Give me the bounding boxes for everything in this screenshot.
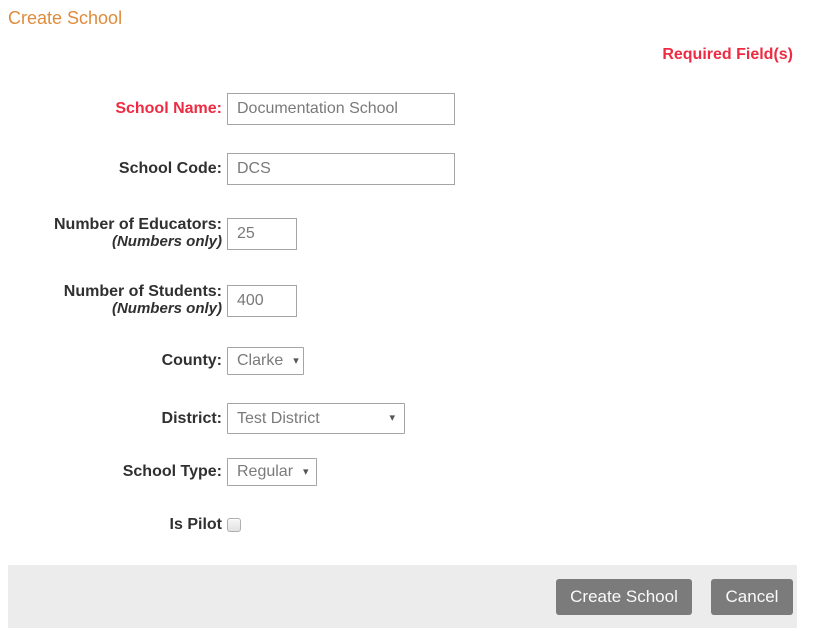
- county-select-value: Clarke: [237, 352, 284, 369]
- create-school-page: [8, 0, 797, 628]
- educators-label-text: Number of Educators:: [53, 216, 222, 233]
- school-type-label: School Type:: [122, 463, 222, 480]
- school-type-select-value: Regular: [237, 463, 294, 480]
- is-pilot-checkbox[interactable]: [227, 518, 241, 532]
- educators-input[interactable]: [227, 218, 297, 250]
- students-label-text: Number of Students:: [63, 283, 222, 300]
- district-select-value: Test District: [237, 409, 320, 427]
- school-code-row: [8, 153, 797, 185]
- chevron-down-icon: ▾: [303, 465, 309, 478]
- is-pilot-row: [8, 517, 797, 533]
- create-school-button[interactable]: Create School: [556, 579, 692, 615]
- educators-row: [8, 217, 797, 250]
- county-label: County:: [161, 352, 222, 369]
- chevron-down-icon: ▾: [389, 412, 395, 424]
- district-row: [8, 403, 797, 434]
- create-school-form: [8, 93, 797, 533]
- required-fields-note: Required Field(s): [662, 46, 793, 63]
- district-select[interactable]: [227, 403, 405, 434]
- county-select[interactable]: [227, 347, 304, 375]
- school-code-label: School Code:: [118, 160, 222, 177]
- school-type-row: [8, 458, 797, 486]
- educators-label: [8, 217, 222, 250]
- students-row: [8, 284, 797, 317]
- page-title: Create School: [8, 8, 123, 28]
- is-pilot-label: Is Pilot: [169, 516, 222, 533]
- footer-action-bar: [8, 565, 797, 628]
- students-label: [8, 284, 222, 317]
- educators-sublabel: (Numbers only): [111, 233, 222, 250]
- school-name-label: School Name:: [115, 100, 222, 117]
- chevron-down-icon: ▾: [293, 354, 299, 367]
- cancel-button[interactable]: Cancel: [711, 579, 793, 615]
- district-label: District:: [161, 409, 222, 427]
- students-sublabel: (Numbers only): [111, 300, 222, 317]
- school-name-input[interactable]: [227, 93, 455, 125]
- school-type-select[interactable]: [227, 458, 317, 486]
- school-name-row: [8, 93, 797, 125]
- county-row: [8, 347, 797, 375]
- school-code-input[interactable]: [227, 153, 455, 185]
- students-input[interactable]: [227, 285, 297, 317]
